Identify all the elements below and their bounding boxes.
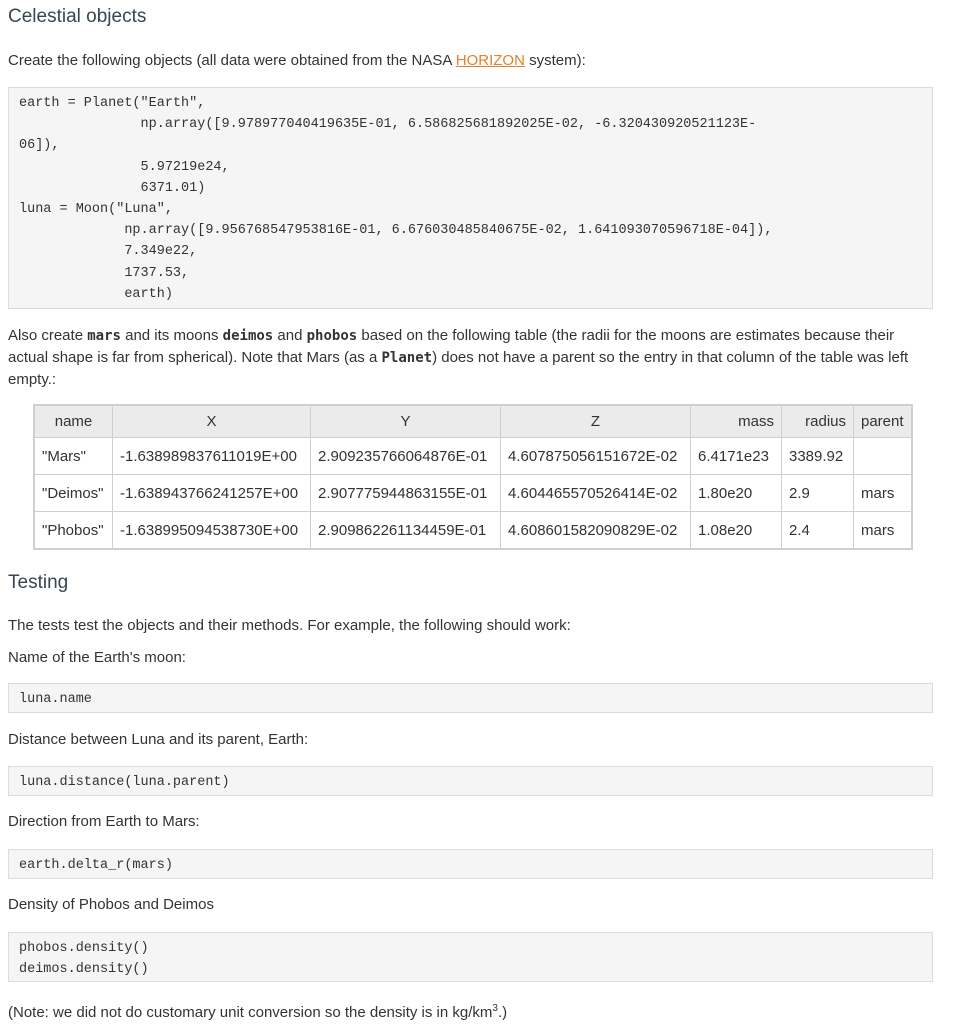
testing-intro: The tests test the objects and their methods. For example, the following should work: [8, 617, 571, 634]
cell-radius: 2.4 [782, 512, 854, 550]
code-deimos: deimos [222, 328, 274, 344]
cell-z: 4.607875056151672E-02 [501, 438, 691, 475]
code-mars: mars [87, 328, 121, 344]
table-header-row [34, 405, 912, 438]
table-row-deimos [34, 475, 912, 512]
col-mass: mass [691, 405, 782, 438]
intro-text: Create the following objects (all data were obtained from the NASA [8, 52, 456, 69]
cell-parent: mars [854, 475, 912, 512]
code-planet: Planet [381, 350, 433, 366]
cell-x: -1.638989837611019E+00 [113, 438, 311, 475]
cell-z: 4.608601582090829E-02 [501, 512, 691, 550]
cell-x: -1.638995094538730E+00 [113, 512, 311, 550]
col-name: name [34, 405, 113, 438]
cell-z: 4.604465570526414E-02 [501, 475, 691, 512]
cell-mass: 6.4171e23 [691, 438, 782, 475]
intro-paragraph [8, 50, 928, 71]
text: Also create [8, 327, 88, 344]
cell-name: "Deimos" [34, 475, 113, 512]
intro-suffix: system): [524, 52, 586, 69]
section-title-celestial: Celestial objects [8, 6, 147, 27]
horizon-link[interactable]: HORIZON [455, 52, 525, 69]
cell-radius: 2.9 [782, 475, 854, 512]
cell-y: 2.909235766064876E-01 [311, 438, 501, 475]
col-y: Y [311, 405, 501, 438]
text: and its moons [120, 327, 223, 344]
cell-mass: 1.08e20 [691, 512, 782, 550]
cell-y: 2.909862261134459E-01 [311, 512, 501, 550]
table-row-mars [34, 438, 912, 475]
text: ) does not have a parent so the entry in that column of the table was left empty.: [8, 349, 909, 388]
test-code-3: earth.delta_r(mars) [8, 849, 933, 879]
objects-code-block: earth = Planet("Earth", np.array([9.978977040419635E-01, 6.586825681892025E-02, -6.320430920521123E- 06]), 5.97219e24, 6371.01) luna = Moon("Luna", np.array([9.956768547953816E-01, 6.676030485840675E-02, 1.641093070596718E-04]), 7.349e22, 1737.53, earth) [8, 87, 933, 309]
cell-x: -1.638943766241257E+00 [113, 475, 311, 512]
section-title-testing: Testing [8, 572, 69, 593]
cell-name: "Phobos" [34, 512, 113, 550]
col-parent: parent [854, 405, 912, 438]
cell-y: 2.907775944863155E-01 [311, 475, 501, 512]
cell-parent [854, 438, 912, 475]
test-code-2: luna.distance(luna.parent) [8, 766, 933, 796]
col-x: X [113, 405, 311, 438]
test-label-2: Distance between Luna and its parent, Earth: [8, 731, 309, 748]
table-row-phobos [34, 512, 912, 550]
col-radius: radius [782, 405, 854, 438]
note-text: (Note: we did not do customary unit conversion so the density is in kg/km [8, 1004, 493, 1021]
test-code-1: luna.name [8, 683, 933, 713]
cell-parent: mars [854, 512, 912, 550]
density-note [8, 998, 928, 1023]
cell-mass: 1.80e20 [691, 475, 782, 512]
text: and [273, 327, 307, 344]
text: based on the following table (the radii for the moons are estimates because their actual shape is far from spherical). Note that Mars (as a [8, 327, 895, 366]
note-suffix: .) [497, 1004, 508, 1021]
also-create-paragraph [8, 325, 928, 390]
test-label-1: Name of the Earth's moon: [8, 649, 186, 666]
test-code-4: phobos.density() deimos.density() [8, 932, 933, 982]
cell-name: "Mars" [34, 438, 113, 475]
note-superscript: 3 [492, 1003, 498, 1014]
col-z: Z [501, 405, 691, 438]
cell-radius: 3389.92 [782, 438, 854, 475]
test-label-4: Density of Phobos and Deimos [8, 896, 214, 913]
objects-table [33, 404, 913, 550]
code-phobos: phobos [306, 328, 358, 344]
test-label-3: Direction from Earth to Mars: [8, 813, 200, 830]
